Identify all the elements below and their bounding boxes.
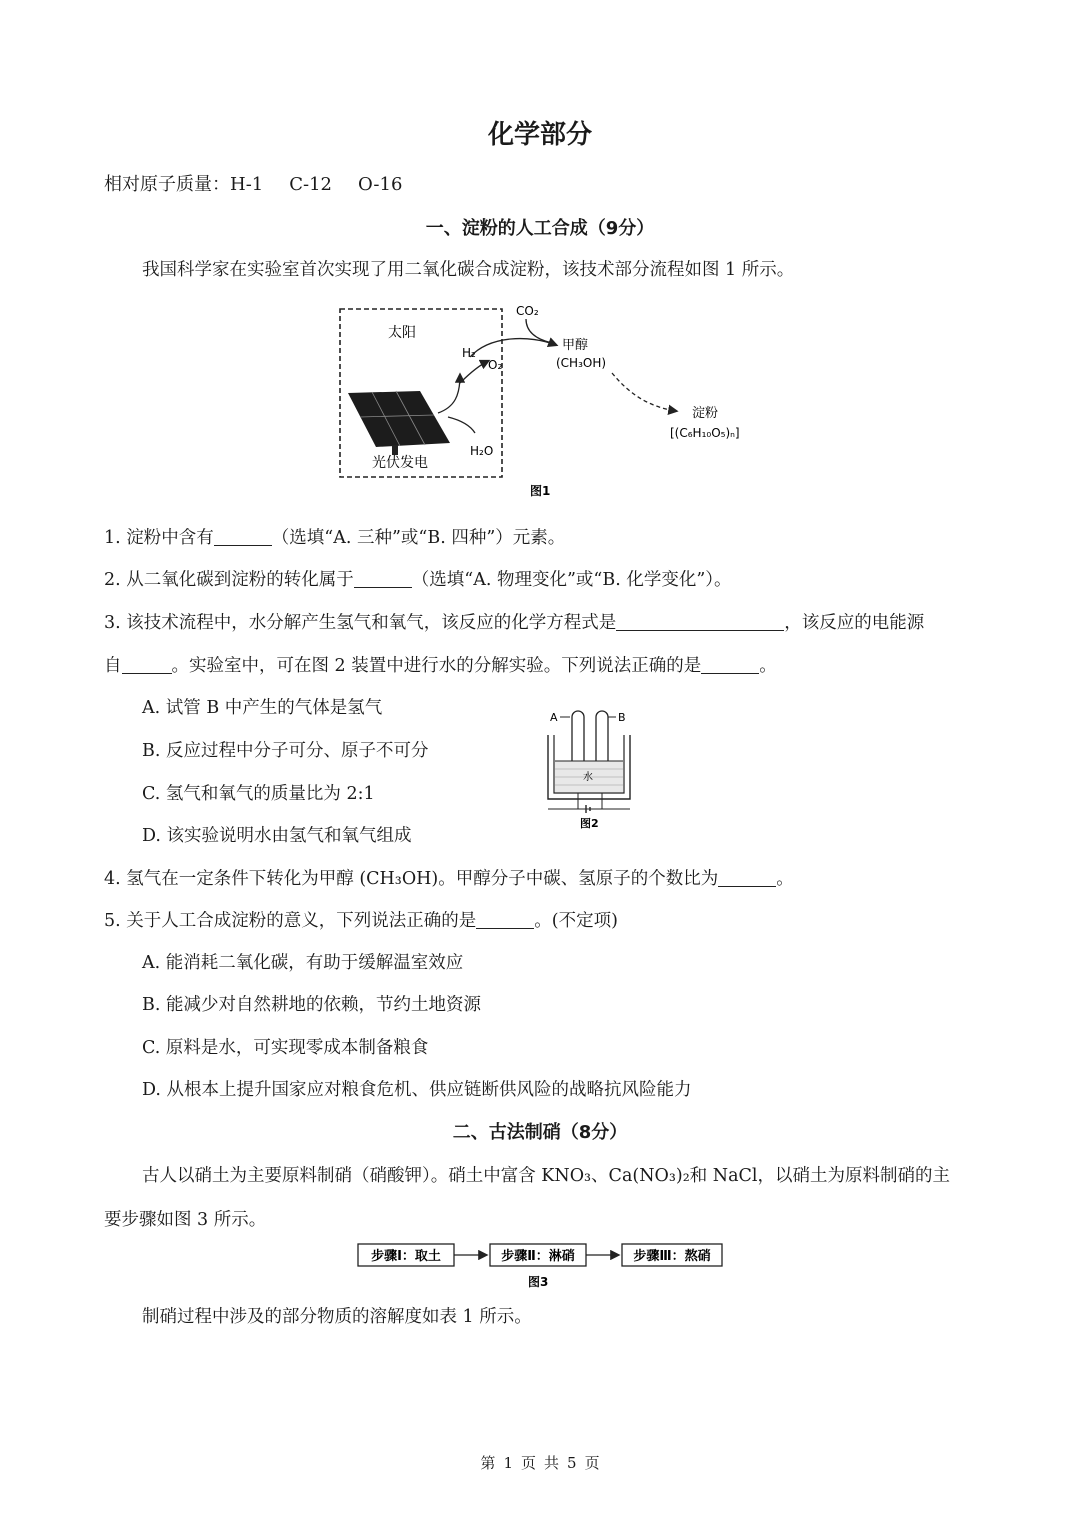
h2o-label: H₂O xyxy=(470,444,494,458)
figure1-diagram xyxy=(330,295,770,505)
tube-a-label: A xyxy=(550,711,558,724)
section2-intro-line2: 要步骤如图 3 所示。 xyxy=(104,1210,267,1230)
solar-panel-icon xyxy=(348,391,450,455)
table-intro: 制硝过程中涉及的部分物质的溶解度如表 1 所示。 xyxy=(142,1307,532,1327)
q3-option-d: D. 该实验说明水由氢气和氧气组成 xyxy=(142,826,412,846)
question-3-text-c: 。 xyxy=(759,656,777,676)
h2-label: H₂ xyxy=(462,346,476,360)
question-1 xyxy=(104,524,565,549)
q5-option-a: A. 能消耗二氧化碳，有助于缓解温室效应 xyxy=(142,953,464,973)
q3-option-a: A. 试管 B 中产生的气体是氢气 xyxy=(142,698,383,718)
q3-option-c: C. 氢气和氧气的质量比为 2:1 xyxy=(142,784,375,804)
page-title: 化学部分 xyxy=(487,120,592,150)
step-2-label: 步骤Ⅱ：淋硝 xyxy=(501,1249,575,1264)
water-label: 水 xyxy=(583,772,593,783)
footer-text: 页 xyxy=(584,1454,600,1472)
atomic-mass-item: C-12 xyxy=(289,174,332,195)
footer-text: 第 xyxy=(480,1454,496,1472)
question-3-line2 xyxy=(104,652,777,677)
q5-option-c: C. 原料是水，可实现零成本制备粮食 xyxy=(142,1038,429,1058)
footer-text: 页 xyxy=(520,1454,536,1472)
section1-heading: 一、淀粉的人工合成（9分） xyxy=(425,218,655,239)
figure2-electrolysis-diagram xyxy=(540,705,640,830)
question-3-line1 xyxy=(104,609,924,634)
question-3-text: 3. 该技术流程中，水分解产生氢气和氧气，该反应的化学方程式是 xyxy=(104,613,617,633)
equation-blank[interactable] xyxy=(616,612,784,631)
question-3-text-b: 。实验室中，可在图 2 装置中进行水的分解实验。下列说法正确的是 xyxy=(171,656,702,676)
question-3-text-a: 自 xyxy=(104,656,122,676)
answer-blank[interactable] xyxy=(701,655,759,674)
figure2-caption: 图2 xyxy=(580,817,599,830)
answer-blank[interactable] xyxy=(354,569,412,588)
answer-blank[interactable] xyxy=(476,910,534,929)
question-4-text-end: 。 xyxy=(776,869,794,889)
question-5 xyxy=(104,907,618,932)
atomic-mass-line xyxy=(104,170,428,196)
figure1-caption: 图1 xyxy=(530,484,551,498)
section2-intro-line1: 古人以硝土为主要原料制硝（硝酸钾）。硝土中富含 KNO₃、Ca(NO₃)₂和 NaCl，以硝土为原料制硝的主 xyxy=(142,1166,951,1186)
step-1-label: 步骤Ⅰ：取土 xyxy=(371,1249,441,1264)
tube-b-label: B xyxy=(618,711,626,724)
question-5-text-end: 。(不定项) xyxy=(534,911,618,931)
question-1-text: 1. 淀粉中含有 xyxy=(104,528,214,548)
footer-text: 共 xyxy=(544,1454,560,1472)
q3-option-b: B. 反应过程中分子可分、原子不可分 xyxy=(142,741,429,761)
atomic-mass-item: O-16 xyxy=(358,174,403,195)
question-5-text: 5. 关于人工合成淀粉的意义，下列说法正确的是 xyxy=(104,911,477,931)
section1-intro: 我国科学家在实验室首次实现了用二氧化碳合成淀粉，该技术部分流程如图 1 所示。 xyxy=(142,260,795,280)
q5-option-d: D. 从根本上提升国家应对粮食危机、供应链断供风险的战略抗风险能力 xyxy=(142,1080,692,1100)
o2-label: O₂ xyxy=(488,358,503,372)
answer-blank[interactable] xyxy=(214,527,272,546)
question-1-text-end: （选填“A. 三种”或“B. 四种”）元素。 xyxy=(271,528,566,548)
current-page-number: 1 xyxy=(503,1454,513,1472)
question-2-text: 2. 从二氧化碳到淀粉的转化属于 xyxy=(104,570,354,590)
question-2 xyxy=(104,566,732,591)
question-4-text: 4. 氢气在一定条件下转化为甲醇 (CH₃OH)。甲醇分子中碳、氢原子的个数比为 xyxy=(104,869,719,889)
question-2-text-end: （选填“A. 物理变化”或“B. 化学变化”）。 xyxy=(411,570,732,590)
pv-label: 光伏发电 xyxy=(372,455,428,471)
starch-name: 淀粉 xyxy=(692,406,719,421)
q5-option-b: B. 能减少对自然耕地的依赖，节约土地资源 xyxy=(142,995,481,1015)
answer-blank[interactable] xyxy=(718,868,776,887)
methanol-formula: (CH₃OH) xyxy=(556,356,607,370)
page-footer xyxy=(0,1452,1080,1473)
question-4 xyxy=(104,865,794,890)
methanol-name: 甲醇 xyxy=(562,338,589,353)
answer-blank[interactable] xyxy=(122,655,172,674)
sun-label: 太阳 xyxy=(388,325,416,341)
figure3-flow-diagram xyxy=(350,1238,730,1294)
question-3-text-mid: ，该反应的电能源 xyxy=(784,613,925,633)
figure3-caption: 图3 xyxy=(528,1275,549,1289)
total-pages-number: 5 xyxy=(567,1454,577,1472)
atomic-mass-label: 相对原子质量： xyxy=(104,174,230,195)
co2-label: CO₂ xyxy=(516,304,539,318)
atomic-mass-item: H-1 xyxy=(230,174,264,195)
section2-heading: 二、古法制硝（8分） xyxy=(452,1122,628,1143)
step-3-label: 步骤Ⅲ：熬硝 xyxy=(633,1249,711,1264)
starch-formula: [(C₆H₁₀O₅)ₙ] xyxy=(670,426,740,440)
